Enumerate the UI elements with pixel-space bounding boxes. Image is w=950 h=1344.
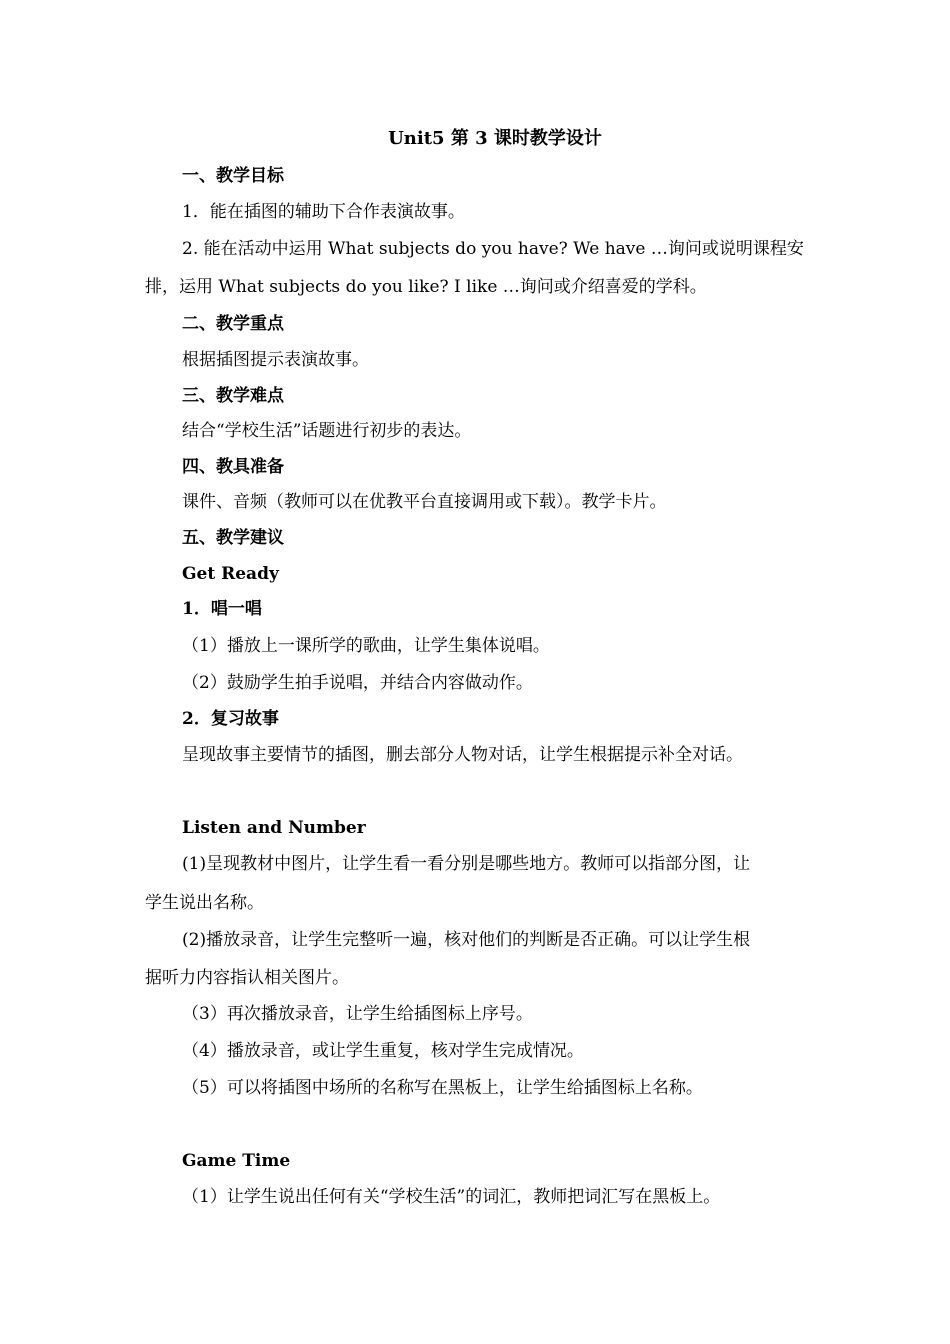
materials-text: 课件、音频（教师可以在优教平台直接调用或下载）。教学卡片。 — [182, 492, 667, 512]
review-story-text: 呈现故事主要情节的插图，删去部分人物对话，让学生根据提示补全对话。 — [182, 745, 743, 765]
listen-step-2-line-2: 据听力内容指认相关图片。 — [145, 968, 349, 988]
section-heading-difficulties: 三、教学难点 — [182, 386, 284, 406]
difficulties-text: 结合“学校生活”话题进行初步的表达。 — [182, 421, 472, 441]
listen-step-1-line-2: 学生说出名称。 — [145, 893, 264, 913]
section-heading-objectives: 一、教学目标 — [182, 166, 284, 186]
subheading-get-ready: Get Ready — [182, 564, 279, 584]
subheading-listen-and-number: Listen and Number — [182, 818, 366, 838]
document-title: Unit5 第 3 课时教学设计 — [388, 128, 602, 149]
section-heading-key-points: 二、教学重点 — [182, 314, 284, 334]
subheading-game-time: Game Time — [182, 1151, 291, 1171]
listen-step-2-line-1: (2)播放录音，让学生完整听一遍，核对他们的判断是否正确。可以让学生根 — [182, 930, 751, 950]
listen-step-1-line-1: (1)呈现教材中图片，让学生看一看分别是哪些地方。教师可以指部分图，让 — [182, 854, 751, 874]
objective-item-1: 1．能在插图的辅助下合作表演故事。 — [182, 202, 465, 222]
sing-step-1: （1）播放上一课所学的歌曲，让学生集体说唱。 — [182, 636, 550, 656]
section-heading-materials: 四、教具准备 — [182, 457, 284, 477]
sing-step-2: （2）鼓励学生拍手说唱，并结合内容做动作。 — [182, 673, 533, 693]
objective-item-2-line-2: 排，运用 What subjects do you like? I like …询问或介绍喜爱的学科。 — [145, 277, 707, 297]
key-points-text: 根据插图提示表演故事。 — [182, 350, 369, 370]
listen-step-5: （5）可以将插图中场所的名称写在黑板上，让学生给插图标上名称。 — [182, 1078, 703, 1098]
listen-step-3: （3）再次播放录音，让学生给插图标上序号。 — [182, 1004, 533, 1024]
objective-item-2-line-1: 2. 能在活动中运用 What subjects do you have? We have …询问或说明课程安 — [182, 239, 804, 259]
subheading-sing: 1．唱一唱 — [182, 599, 262, 619]
section-heading-suggestions: 五、教学建议 — [182, 528, 284, 548]
subheading-review-story: 2．复习故事 — [182, 709, 279, 729]
listen-step-4: （4）播放录音，或让学生重复，核对学生完成情况。 — [182, 1041, 584, 1061]
game-step-1: （1）让学生说出任何有关“学校生活”的词汇，教师把词汇写在黑板上。 — [182, 1187, 721, 1207]
